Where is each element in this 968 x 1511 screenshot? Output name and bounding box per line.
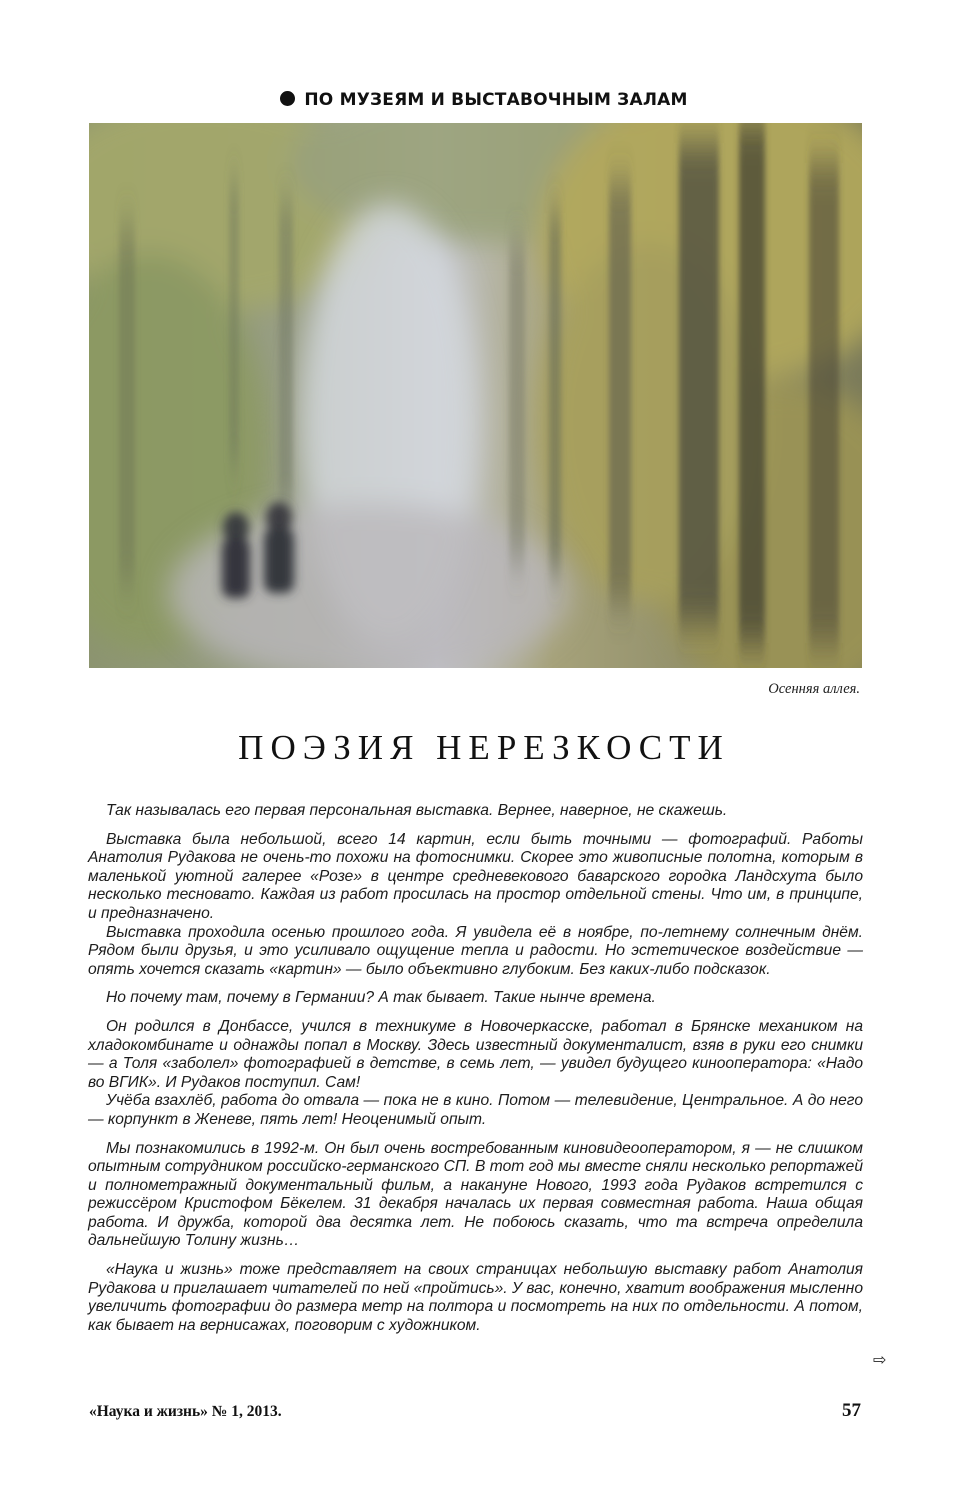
photo-caption: Осенняя аллея. <box>768 681 860 697</box>
paragraph: Учёба взахлёб, работа до отвала — пока не в кино. Потом — телевидение, Центральное. А до него — корпункт в Женеве, пять лет! Неоценимый опыт. <box>88 1092 863 1128</box>
paragraph: Он родился в Донбассе, учился в техникуме в Новочеркасске, работал в Брянске механиком на хладокомбинате и однажды попал в Москву. Здесь известный документалист, взяв в руки его снимки — а Толя «заболел» фотографией в детстве, в семь лет, — увидел будущего кинооператора: «Надо во ВГИК». И Рудаков поступил. Сам! <box>88 1017 863 1091</box>
page-number: 57 <box>842 1400 861 1421</box>
autumn-alley-photo <box>89 123 862 668</box>
paragraph: Мы познакомились в 1992-м. Он был очень востребованным киновидеооператором, я — не слишком опытным сотрудником российско-германского СП. В тот год мы вместе сняли несколько репортажей и полнометражный документальный фильм, а накануне Нового, 1993 года Рудаков встретился с режиссёром Кристофом Бёкелем. 31 декабря началась их первая совместная работа. Наша общая работа. И дружба, которой два десятка лет. Не побоюсь сказать, что та встреча определила дальнейшую Толину жизнь… <box>88 1139 863 1250</box>
paragraph: Выставка была небольшой, всего 14 картин, если быть точными — фотографий. Работы Анатолия Рудакова не очень-то похожи на фотоснимки. Скорее это живописные полотна, которым в маленькой уютной галерее «Розе» в центре средневекового баварского городка Ландсхута было несколько тесновато. Каждая из работ просилась на простор отдельной стены. Что им, в принципе, и предназначено. <box>88 830 863 922</box>
rubric-text: ПО МУЗЕЯМ И ВЫСТАВОЧНЫМ ЗАЛАМ <box>304 90 688 110</box>
arrow-right-icon: ⇨ <box>873 1352 887 1369</box>
bullet-dot-icon <box>280 91 295 106</box>
paragraph: Но почему там, почему в Германии? А так бывает. Такие нынче времена. <box>106 989 656 1007</box>
paragraph: Так называлась его первая персональная выставка. Вернее, наверное, не скажешь. <box>106 802 728 819</box>
article-body <box>88 802 863 1345</box>
paragraph: «Наука и жизнь» тоже представляет на своих страницах небольшую выставку работ Анатолия Рудакова и приглашает читателей по ней «пройтись». У вас, конечно, хватит воображения мысленно увеличить фотографии до размера метр на полтора и посмотреть на них по отдельности. А потом, как бывает на вернисажах, поговорим с художником. <box>88 1261 863 1334</box>
section-rubric <box>0 90 968 110</box>
article-title: ПОЭЗИЯ НЕРЕЗКОСТИ <box>238 728 730 767</box>
footer-issue: «Наука и жизнь» № 1, 2013. <box>89 1403 282 1420</box>
paragraph: Выставка проходила осенью прошлого года. Я увидела её в ноябре, по-летнему солнечным днём. Рядом были друзья, и это усиливало ощущение тепла и радости. Но эстетическое воздействие — опять хочется сказать «картин» — было объективно глубоким. Без каких-либо подсказок. <box>88 923 863 978</box>
